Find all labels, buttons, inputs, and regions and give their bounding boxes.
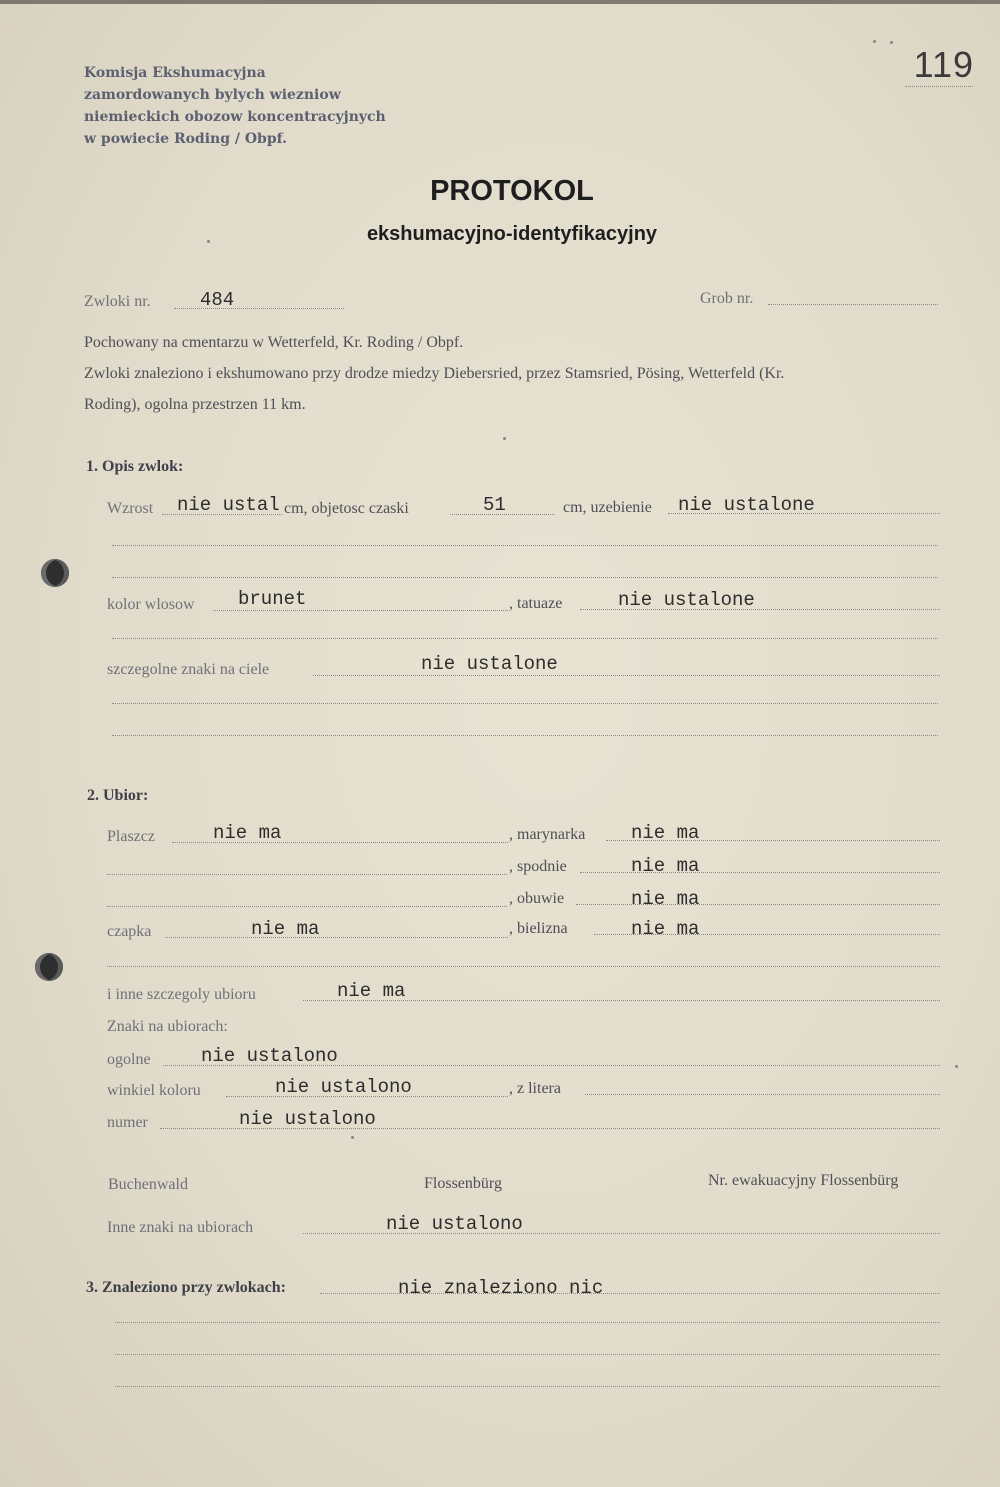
marynarka-label: , marynarka (509, 826, 586, 843)
wzrost-value: nie ustal (177, 494, 280, 516)
zwloki-value: 484 (200, 289, 235, 311)
paper-speck (503, 437, 506, 440)
czapka-field-line (165, 937, 508, 938)
header-line: w powiecie Roding / Obpf. (84, 131, 288, 147)
plaszcz-value: nie ma (213, 822, 282, 844)
numer-value: nie ustalono (239, 1108, 376, 1130)
punch-hole-top (41, 559, 69, 587)
grob-field-line (768, 304, 938, 305)
header-line: niemieckich obozow koncentracyjnych (84, 109, 386, 125)
czapka-label: czapka (107, 923, 152, 940)
tatuaze-value: nie ustalone (618, 589, 755, 611)
czaszka-value: 51 (483, 494, 506, 516)
grob-label: Grob nr. (700, 290, 754, 307)
kolor-field-line (213, 610, 508, 611)
exhumation-text-line2: Roding), ogolna przestrzen 11 km. (84, 396, 306, 413)
blank-line (112, 735, 938, 736)
punch-hole-bottom (35, 953, 63, 981)
top-edge-shadow (0, 0, 1000, 4)
paper-speck (890, 41, 893, 44)
camp-buchenwald: Buchenwald (108, 1176, 188, 1193)
commission-header (84, 62, 386, 150)
spodnie-value: nie ma (631, 855, 700, 877)
uzebienie-value: nie ustalone (678, 494, 815, 516)
ogolne-value: nie ustalono (201, 1045, 338, 1067)
blank-line (115, 1386, 940, 1387)
wzrost-label: Wzrost (107, 500, 154, 517)
camp-flossenburg: Flossenbürg (424, 1175, 502, 1192)
czaszka-label: cm, objetosc czaski (284, 500, 409, 517)
inne-szczegoly-value: nie ma (337, 980, 406, 1002)
blank-line (112, 638, 938, 639)
zwloki-label: Zwloki nr. (84, 293, 151, 310)
burial-place-text: Pochowany na cmentarzu w Wetterfeld, Kr. Roding / Obpf. (84, 334, 464, 351)
paper-speck (873, 40, 876, 43)
znaki-ubiorach-heading: Znaki na ubiorach: (107, 1018, 228, 1035)
section3-heading: 3. Znaleziono przy zwlokach: (86, 1279, 286, 1296)
bielizna-value: nie ma (631, 918, 700, 940)
header-line: Komisja Ekshumacyjna (84, 65, 266, 81)
blank-line (107, 874, 507, 875)
blank-line (112, 703, 938, 704)
section1-heading: 1. Opis zwlok: (86, 458, 184, 475)
marynarka-value: nie ma (631, 822, 700, 844)
page-number: 119 (913, 44, 974, 85)
camp-evacuation-number: Nr. ewakuacyjny Flossenbürg (708, 1172, 899, 1189)
page-number-line (905, 86, 973, 87)
bielizna-label: , bielizna (509, 920, 568, 937)
section2-heading: 2. Ubior: (87, 787, 149, 804)
blank-line (115, 1322, 940, 1323)
blank-line (112, 545, 938, 546)
czapka-value: nie ma (251, 918, 320, 940)
document-subtitle: ekshumacyjno-identyfikacyjny (366, 223, 658, 245)
tatuaze-label: , tatuaze (509, 595, 563, 612)
header-line: zamordowanych bylych wiezniow (84, 87, 341, 103)
kolor-label: kolor wlosow (107, 596, 195, 613)
blank-line (115, 1354, 940, 1355)
plaszcz-label: Plaszcz (107, 828, 155, 845)
paper-speck (207, 240, 210, 243)
znaki-cielesne-value: nie ustalone (421, 653, 558, 675)
obuwie-value: nie ma (631, 888, 700, 910)
litera-label: , z litera (509, 1080, 561, 1097)
obuwie-label: , obuwie (509, 890, 565, 907)
blank-line (107, 906, 507, 907)
paper-speck (955, 1065, 958, 1068)
section3-value: nie znaleziono nic (398, 1277, 604, 1299)
litera-field-line (585, 1094, 940, 1095)
blank-line (112, 577, 938, 578)
inne-szczegoly-label: i inne szczegoly ubioru (107, 986, 256, 1003)
paper-speck (351, 1136, 354, 1139)
ogolne-label: ogolne (107, 1051, 151, 1068)
znaki-cielesne-field-line (313, 675, 940, 676)
numer-label: numer (107, 1114, 148, 1131)
inne-znaki-value: nie ustalono (386, 1213, 523, 1235)
spodnie-label: , spodnie (509, 858, 567, 875)
exhumation-text-line1: Zwloki znaleziono i ekshumowano przy drodze miedzy Diebersried, przez Stamsried, Pösing, Wetterfeld (Kr. (84, 365, 785, 382)
znaki-cielesne-label: szczegolne znaki na ciele (107, 661, 270, 678)
kolor-value: brunet (238, 588, 307, 610)
winkiel-value: nie ustalono (275, 1076, 412, 1098)
uzebienie-label: cm, uzebienie (563, 499, 652, 516)
document-title: PROTOKOL (430, 175, 594, 207)
winkiel-label: winkiel koloru (107, 1082, 201, 1099)
blank-line (107, 966, 940, 967)
inne-znaki-label: Inne znaki na ubiorach (107, 1219, 254, 1236)
